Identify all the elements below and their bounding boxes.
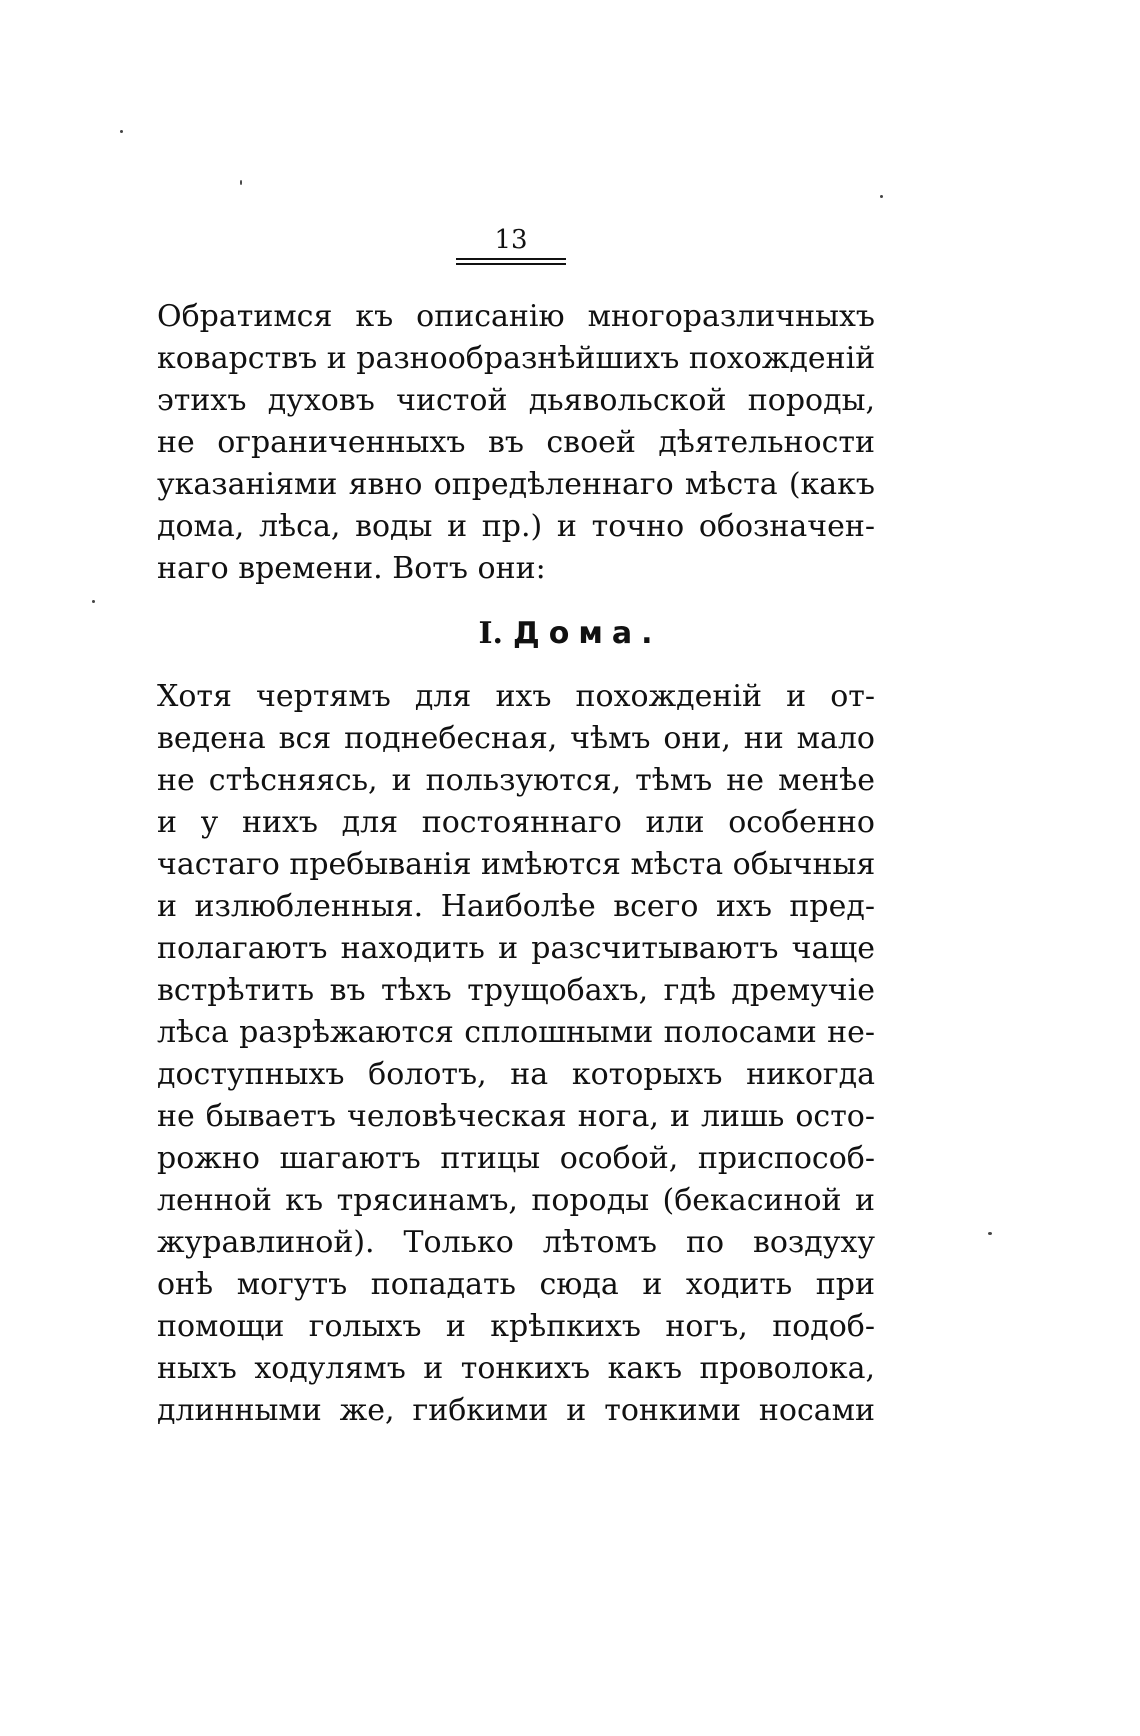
text-line: не ограниченныхъ въ своей дѣятельности — [157, 425, 875, 460]
section-title: Дома. — [512, 616, 662, 651]
text-line: коварствъ и разнообразнѣйшихъ похожденій — [157, 341, 876, 376]
section-heading — [0, 614, 1140, 654]
page-number-rule-bottom — [456, 263, 566, 265]
text-line: полагаютъ находить и разсчитываютъ чаще — [157, 931, 875, 966]
paragraph-homes — [157, 676, 875, 1432]
text-line: онѣ могутъ попадать сюда и ходить при — [157, 1267, 875, 1302]
text-line: журавлиной). Только лѣтомъ по воздуху — [157, 1225, 875, 1260]
scan-speck — [988, 1232, 992, 1235]
scan-speck — [880, 195, 883, 198]
text-line: указаніями явно опредѣленнаго мѣста (какъ — [157, 467, 875, 502]
text-line: доступныхъ болотъ, на которыхъ никогда — [157, 1057, 875, 1092]
text-line: Обратимся къ описанію многоразличныхъ — [157, 299, 875, 334]
text-line: длинными же, гибкими и тонкими носами — [157, 1393, 875, 1428]
page-number: 13 — [494, 225, 528, 255]
paragraph-intro — [157, 296, 875, 590]
text-line: этихъ духовъ чистой дьявольской породы, — [157, 383, 875, 418]
text-line: Хотя чертямъ для ихъ похожденій и от- — [157, 679, 875, 714]
section-numeral: I. — [478, 616, 503, 651]
scan-speck — [120, 130, 123, 133]
text-line: не бываетъ человѣческая нога, и лишь осто- — [157, 1099, 875, 1134]
text-line: частаго пребыванія имѣются мѣста обычныя — [157, 847, 876, 882]
text-line: ленной къ трясинамъ, породы (бекасиной и — [157, 1183, 875, 1218]
text-line: рожно шагаютъ птицы особой, приспособ- — [157, 1141, 875, 1176]
text-line: помощи голыхъ и крѣпкихъ ногъ, подоб- — [157, 1309, 875, 1344]
text-line: встрѣтить въ тѣхъ трущобахъ, гдѣ дремучіе — [157, 973, 875, 1008]
text-line: ведена вся поднебесная, чѣмъ они, ни мало — [157, 721, 875, 756]
page-number-rule-top — [456, 258, 566, 260]
text-line: и у нихъ для постояннаго или особенно — [157, 805, 875, 840]
text-line: наго времени. Вотъ они: — [157, 551, 546, 586]
text-line: не стѣсняясь, и пользуются, тѣмъ не менѣе — [157, 763, 875, 798]
text-line: лѣса разрѣжаются сплошными полосами не- — [157, 1015, 875, 1050]
text-line: дома, лѣса, воды и пр.) и точно обозначен- — [157, 509, 875, 544]
text-line: ныхъ ходулямъ и тонкихъ какъ проволока, — [157, 1351, 875, 1386]
scan-speck — [92, 600, 95, 603]
scan-speck — [240, 180, 242, 185]
text-line: и излюбленныя. Наиболѣе всего ихъ пред- — [157, 889, 875, 924]
